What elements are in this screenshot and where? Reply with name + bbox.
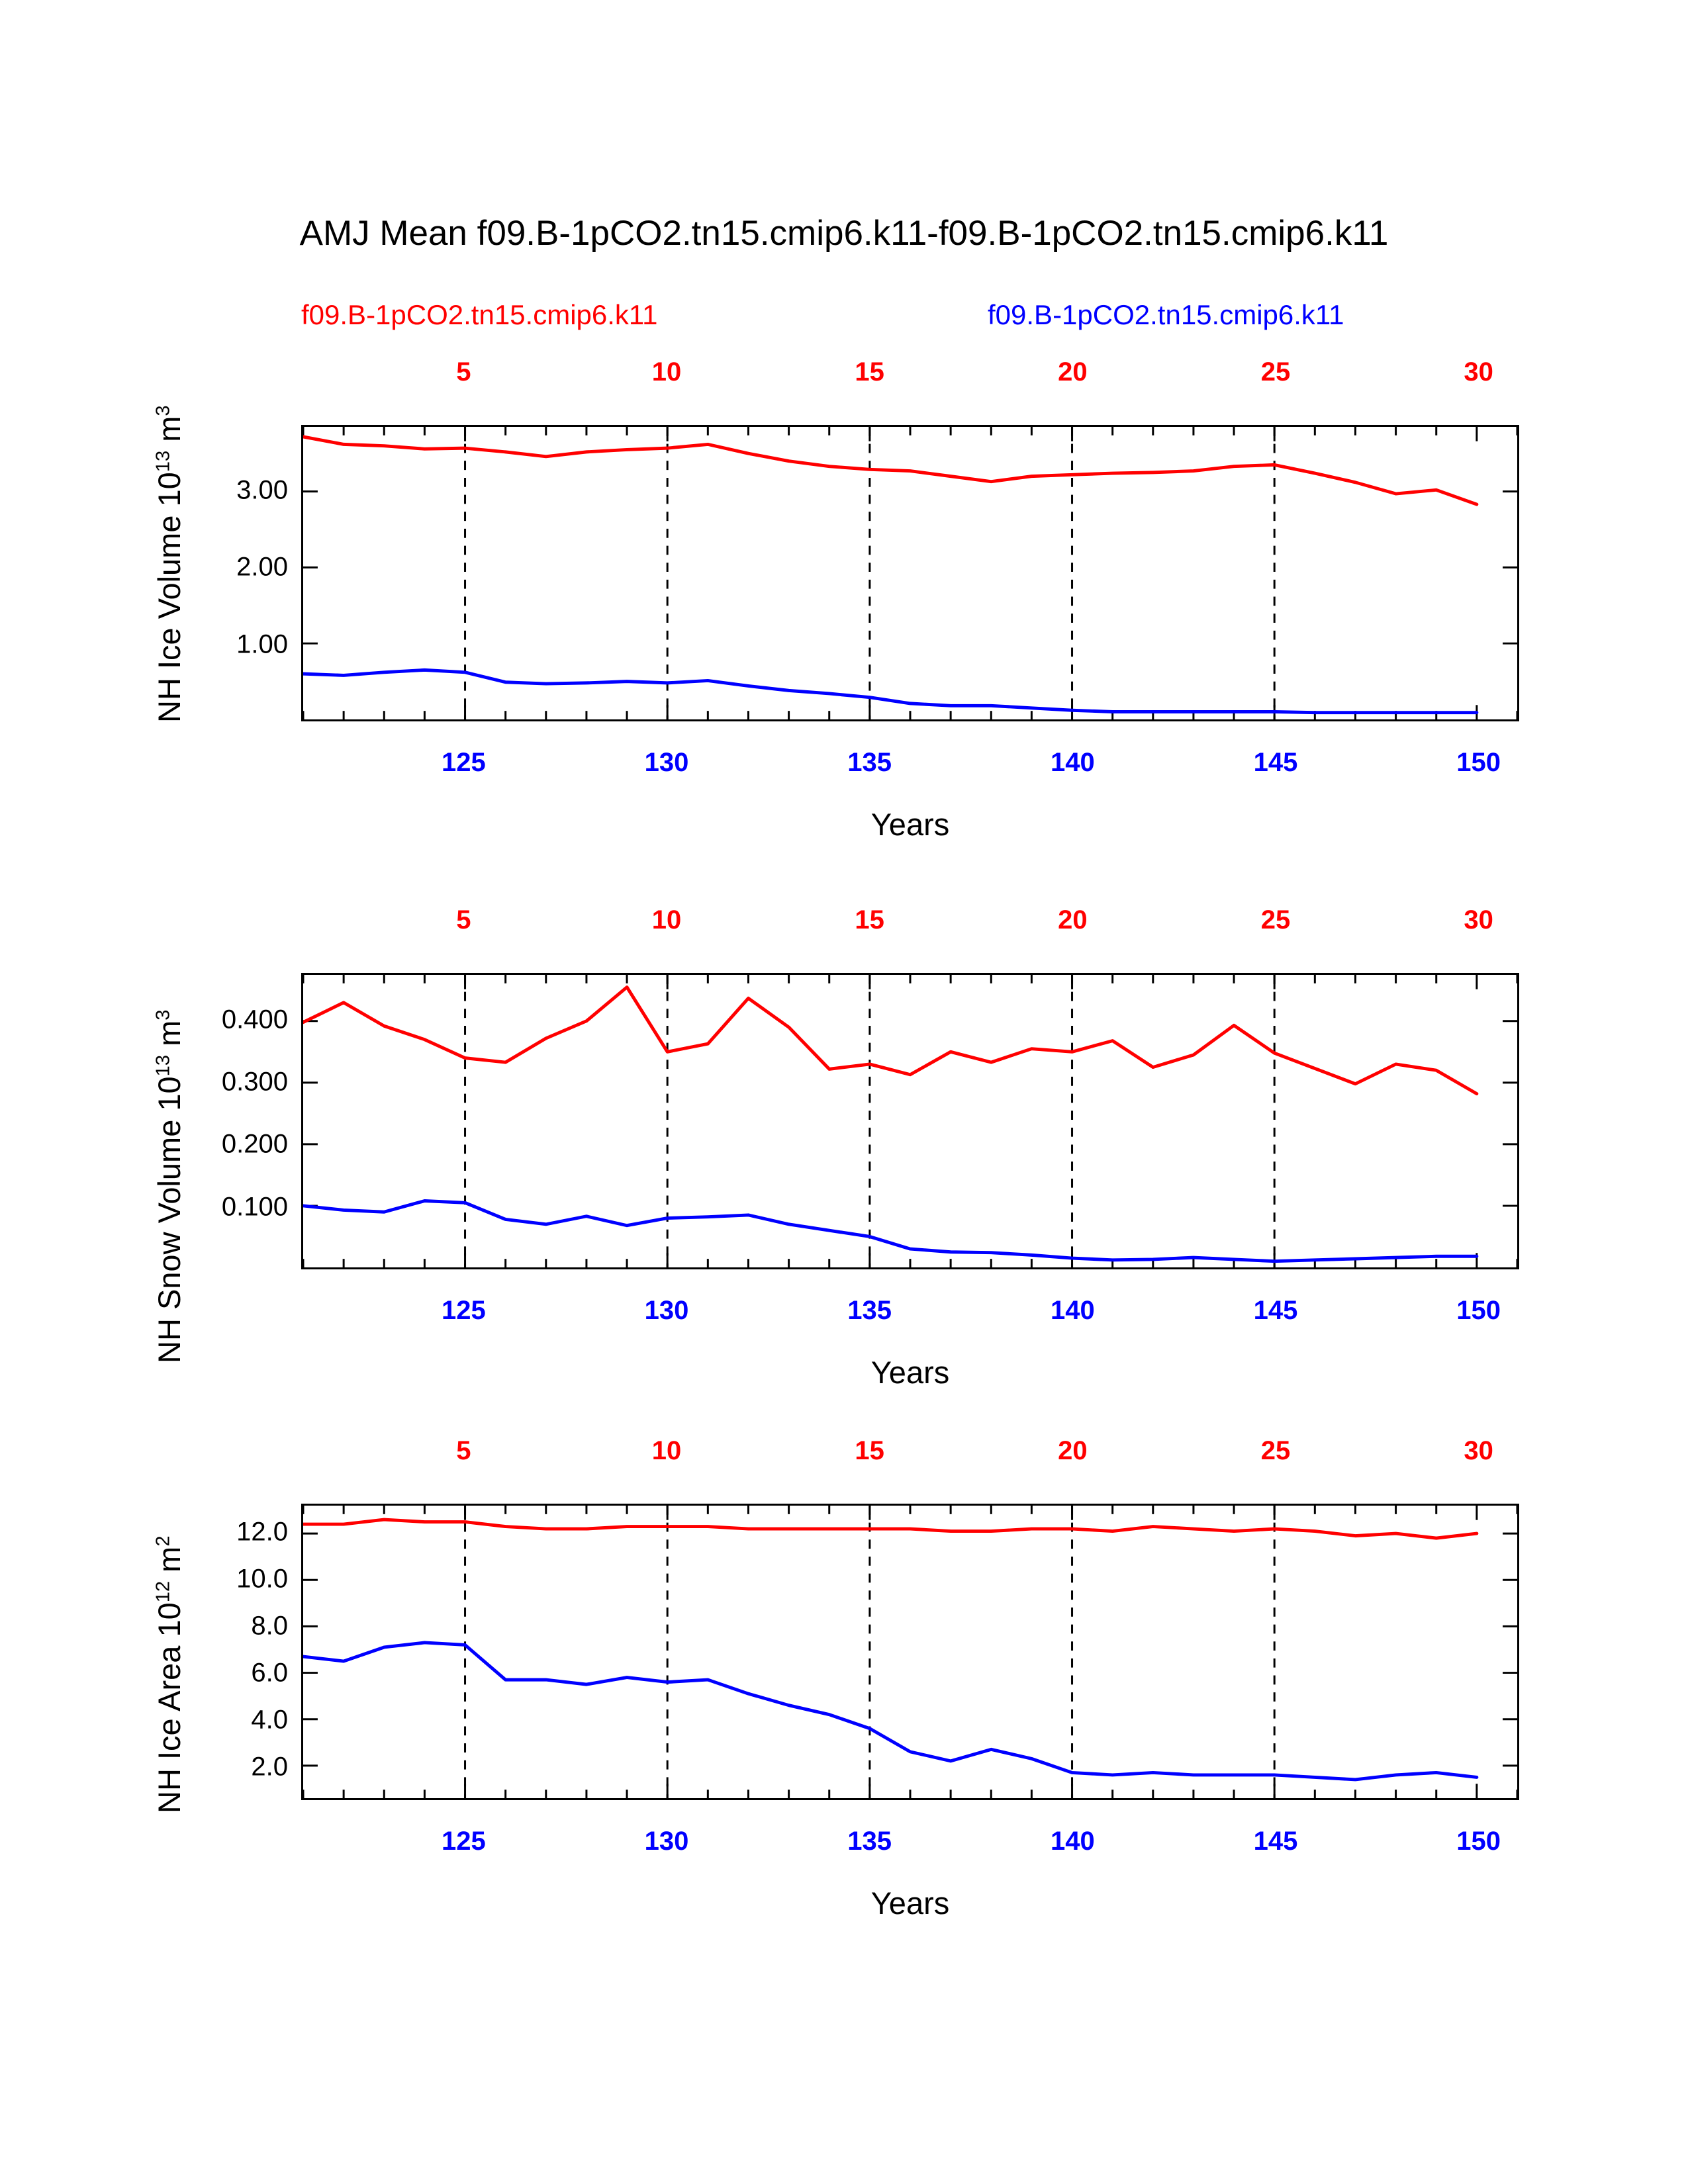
- series-line-red: [303, 1520, 1477, 1538]
- plot-area-nh-ice-area: [301, 1504, 1519, 1800]
- plot-area-nh-ice-volume: [301, 425, 1519, 721]
- x-tick-bottom-125: 125: [441, 748, 486, 777]
- plot-area-nh-snow-volume: [301, 973, 1519, 1269]
- x-tick-top-30: 30: [1464, 357, 1493, 387]
- x-tick-top-20: 20: [1058, 905, 1088, 934]
- x-tick-top-5: 5: [456, 1436, 471, 1465]
- x-tick-bottom-140: 140: [1050, 748, 1095, 777]
- x-tick-bottom-135: 135: [847, 748, 892, 777]
- x-tick-top-10: 10: [651, 905, 682, 934]
- plot-inner-nh-ice-volume: [303, 427, 1517, 719]
- x-tick-bottom-130: 130: [644, 1827, 689, 1856]
- x-tick-bottom-145: 145: [1253, 1827, 1298, 1856]
- x-tick-top-30: 30: [1464, 1436, 1493, 1465]
- y-tick-4.0: 4.0: [251, 1705, 288, 1735]
- x-tick-bottom-150: 150: [1456, 748, 1501, 777]
- page-title: AMJ Mean f09.B-1pCO2.tn15.cmip6.k11-f09.B-1pCO2.tn15.cmip6.k11: [299, 214, 1389, 253]
- x-tick-top-15: 15: [855, 357, 884, 387]
- y-tick-0.400: 0.400: [221, 1005, 288, 1034]
- x-tick-top-10: 10: [651, 1436, 682, 1465]
- series-line-blue: [303, 1643, 1477, 1780]
- y-tick-2.00: 2.00: [236, 552, 288, 582]
- x-tick-top-25: 25: [1260, 1436, 1291, 1465]
- x-tick-top-20: 20: [1058, 1436, 1088, 1465]
- y-tick-0.300: 0.300: [221, 1067, 288, 1097]
- x-tick-bottom-130: 130: [644, 1296, 689, 1325]
- x-tick-bottom-130: 130: [644, 748, 689, 777]
- y-tick-6.0: 6.0: [251, 1658, 288, 1688]
- x-tick-top-10: 10: [651, 357, 682, 387]
- x-axis-title-nh-ice-area: Years: [870, 1886, 950, 1921]
- x-tick-bottom-125: 125: [441, 1827, 486, 1856]
- x-tick-top-25: 25: [1260, 357, 1291, 387]
- x-tick-bottom-135: 135: [847, 1296, 892, 1325]
- y-tick-0.200: 0.200: [221, 1129, 288, 1159]
- x-tick-bottom-150: 150: [1456, 1296, 1501, 1325]
- series-canvas-nh-ice-area: [303, 1506, 1517, 1798]
- x-tick-top-5: 5: [456, 357, 471, 387]
- x-axis-title-nh-ice-volume: Years: [870, 807, 950, 842]
- x-tick-top-15: 15: [855, 905, 884, 934]
- y-tick-12.0: 12.0: [236, 1517, 288, 1547]
- plot-inner-nh-ice-area: [303, 1506, 1517, 1798]
- legend-label-blue: f09.B-1pCO2.tn15.cmip6.k11: [988, 299, 1344, 330]
- x-axis-title-nh-snow-volume: Years: [870, 1355, 950, 1390]
- x-tick-top-25: 25: [1260, 905, 1291, 934]
- y-tick-10.0: 10.0: [236, 1564, 288, 1594]
- y-tick-8.0: 8.0: [251, 1611, 288, 1641]
- x-tick-bottom-135: 135: [847, 1827, 892, 1856]
- x-tick-bottom-145: 145: [1253, 1296, 1298, 1325]
- y-axis-title-nh-ice-area: NH Ice Area $10^{12}$ $m^2$: [152, 1535, 187, 1813]
- x-tick-bottom-140: 140: [1050, 1296, 1095, 1325]
- legend-label-red: f09.B-1pCO2.tn15.cmip6.k11: [301, 299, 658, 330]
- y-tick-3.00: 3.00: [236, 475, 288, 505]
- x-tick-bottom-150: 150: [1456, 1827, 1501, 1856]
- series-canvas-nh-ice-volume: [303, 427, 1517, 719]
- x-tick-bottom-125: 125: [441, 1296, 486, 1325]
- series-canvas-nh-snow-volume: [303, 975, 1517, 1267]
- y-tick-1.00: 1.00: [236, 629, 288, 659]
- series-line-red: [303, 987, 1477, 1094]
- y-tick-0.100: 0.100: [221, 1192, 288, 1222]
- series-line-blue: [303, 1201, 1477, 1261]
- x-tick-top-30: 30: [1464, 905, 1493, 934]
- x-tick-bottom-145: 145: [1253, 748, 1298, 777]
- series-line-red: [303, 437, 1477, 504]
- x-tick-bottom-140: 140: [1050, 1827, 1095, 1856]
- x-tick-top-20: 20: [1058, 357, 1088, 387]
- x-tick-top-5: 5: [456, 905, 471, 934]
- y-axis-title-nh-ice-volume: NH Ice Volume $10^{13}$ $m^3$: [152, 405, 187, 723]
- y-axis-title-nh-snow-volume: NH Snow Volume $10^{13}$ $m^3$: [152, 1009, 187, 1363]
- y-tick-2.0: 2.0: [251, 1752, 288, 1782]
- x-tick-top-15: 15: [855, 1436, 884, 1465]
- plot-inner-nh-snow-volume: [303, 975, 1517, 1267]
- series-line-blue: [303, 670, 1477, 712]
